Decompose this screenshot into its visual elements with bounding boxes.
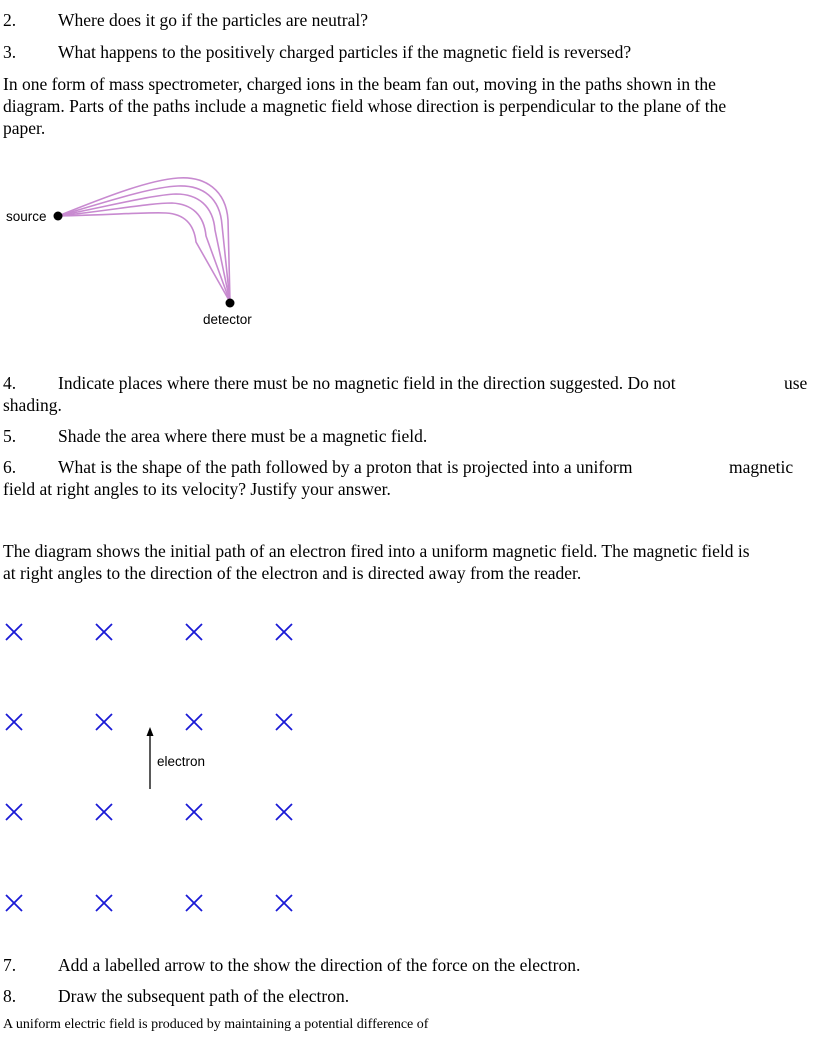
field-cross [276, 895, 292, 911]
ion-path [58, 178, 230, 302]
field-cross [186, 804, 202, 820]
ion-paths [58, 178, 230, 302]
field-cross [6, 895, 22, 911]
question-number: 8. [3, 986, 17, 1006]
detector-dot [226, 299, 235, 308]
field-cross [186, 895, 202, 911]
field-cross [6, 714, 22, 730]
electron-arrow [147, 727, 154, 789]
electron-label: electron [157, 754, 206, 769]
question-number: 5. [3, 426, 17, 446]
field-cross [96, 895, 112, 911]
field-crosses [6, 624, 292, 911]
question-text: What happens to the positively charged particles if the magnetic field is reversed? [58, 42, 632, 62]
field-cross [96, 804, 112, 820]
question-text: Shade the area where there must be a magnetic field. [58, 426, 428, 446]
footer-text: A uniform electric field is produced by maintaining a potential difference of [3, 1017, 429, 1032]
ion-path [58, 194, 230, 302]
ion-path [58, 203, 230, 302]
intro-line: In one form of mass spectrometer, charged ions in the beam fan out, moving in the paths shown in the [3, 74, 716, 94]
field-cross [186, 714, 202, 730]
intro-line: paper. [3, 118, 46, 138]
intro-line: The diagram shows the initial path of an electron fired into a uniform magnetic field. The magnetic field is [3, 541, 750, 561]
field-cross [276, 714, 292, 730]
intro-line: diagram. Parts of the paths include a magnetic field whose direction is perpendicular to the plane of the [3, 96, 727, 116]
question-text: Draw the subsequent path of the electron. [58, 986, 350, 1006]
source-dot [54, 212, 63, 221]
field-cross [6, 804, 22, 820]
ion-path [58, 186, 230, 302]
source-label: source [6, 209, 47, 224]
question-text: Add a labelled arrow to the show the direction of the force on the electron. [58, 955, 581, 975]
question-number: 6. [3, 457, 17, 477]
question-text: What is the shape of the path followed by a proton that is projected into a uniform [58, 457, 633, 477]
question-text: Indicate places where there must be no magnetic field in the direction suggested. Do not [58, 373, 676, 393]
intro-line: at right angles to the direction of the electron and is directed away from the reader. [3, 563, 582, 583]
question-text: magnetic [729, 457, 794, 477]
question-number: 3. [3, 42, 17, 62]
question-number: 4. [3, 373, 17, 393]
question-text: shading. [3, 395, 62, 415]
field-cross [6, 624, 22, 640]
question-text: Where does it go if the particles are neutral? [58, 10, 368, 30]
question-number: 7. [3, 955, 17, 975]
detector-label: detector [203, 312, 252, 327]
field-cross [96, 714, 112, 730]
question-text: field at right angles to its velocity? Justify your answer. [3, 479, 391, 499]
field-cross [186, 624, 202, 640]
question-text: use [784, 373, 808, 393]
field-cross [276, 624, 292, 640]
ion-path [58, 213, 230, 302]
field-cross [276, 804, 292, 820]
question-number: 2. [3, 10, 17, 30]
field-cross [96, 624, 112, 640]
